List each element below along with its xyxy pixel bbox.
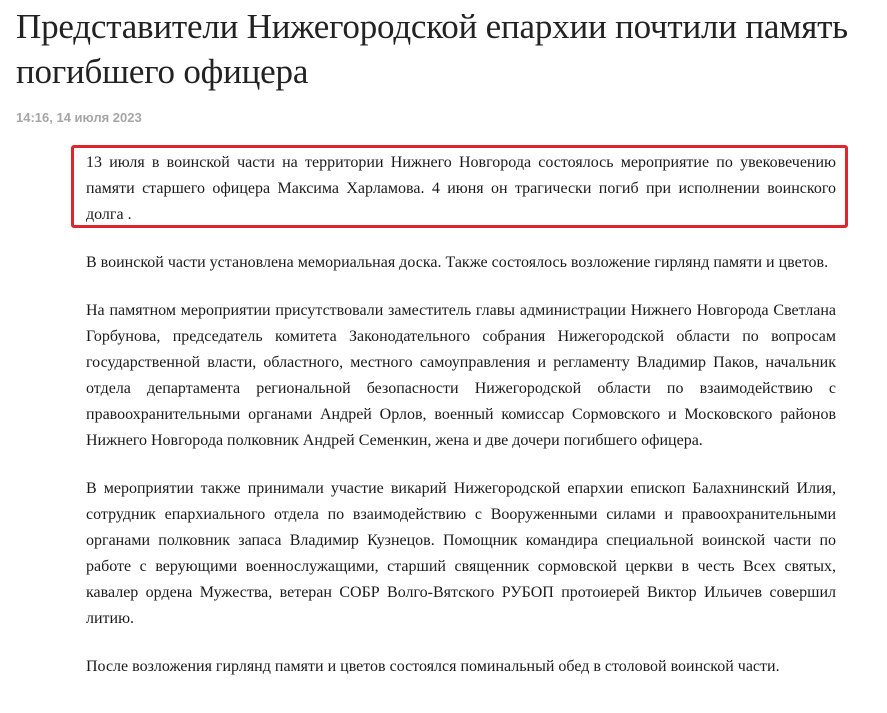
highlighted-lead — [86, 150, 836, 228]
article-title: Представители Нижегородской епархии почтили память погибшего офицера — [16, 7, 848, 91]
lead-paragraph: 13 июля в воинской части на территории Нижнего Новгорода состоялось мероприятие по увековечению памяти старшего офицера Максима Харламова. 4 июня он трагически погиб при исполнении воинского долга . — [86, 154, 836, 223]
article-paragraph: В мероприятии также принимали участие викарий Нижегородской епархии епископ Балахнинский Илия, сотрудник епархиального отдела по взаимодействию с Вооруженными силами и правоохранительными органами полковник запаса Владимир Кузнецов. Помощник командира специальной воинской части по работе с верующими военнослужащими, старший священник сормовской церкви в честь Всех святых, кавалер ордена Мужества, ветеран СОБР Волго-Вятского РУБОП протоиерей Виктор Ильичев совершил литию. — [86, 480, 836, 627]
article-body — [86, 150, 836, 702]
article-paragraph: В воинской части установлена мемориальная доска. Также состоялось возложение гирлянд памяти и цветов. — [86, 254, 829, 271]
article-paragraph: После возложения гирлянд памяти и цветов состоялся поминальный обед в столовой воинской части. — [86, 658, 780, 675]
article-paragraph: На памятном мероприятии присутствовали заместитель главы администрации Нижнего Новгорода Светлана Горбунова, председатель комитета Законодательного собрания Нижегородской области по вопросам государственной власти, областного, местного самоуправления и регламенту Владимир Паков, начальник отдела департамента региональной безопасности Нижегородской области по взаимодействию с правоохранительными органами Андрей Орлов, военный комиссар Сормовского и Московского районов Нижнего Новгорода полковник Андрей Семенкин, жена и две дочери погибшего офицера. — [86, 302, 836, 449]
article-datetime: 14:16, 14 июля 2023 — [16, 110, 142, 125]
